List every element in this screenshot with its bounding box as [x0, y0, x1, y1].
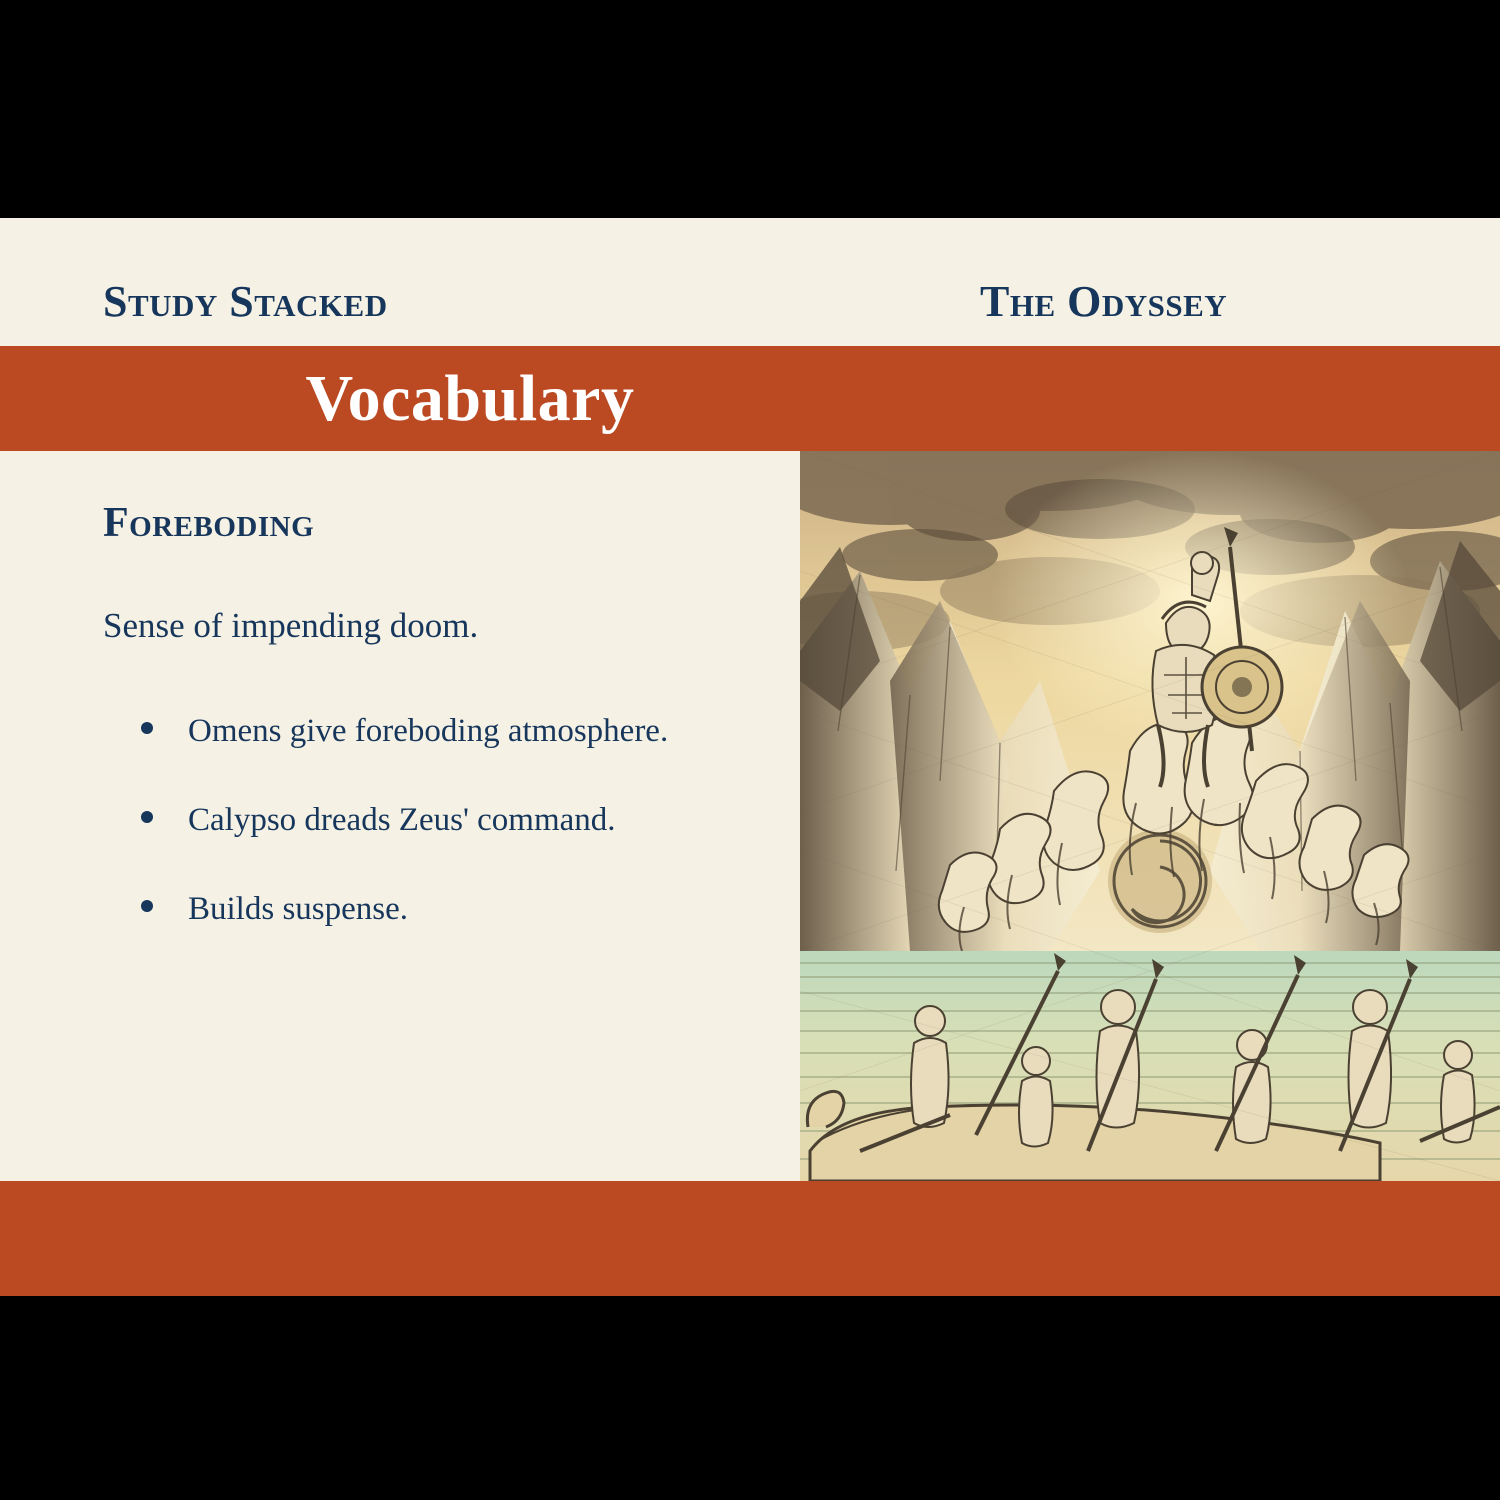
slide-header — [0, 218, 1500, 343]
slide — [0, 218, 1500, 1296]
work-title-label: The Odyssey — [980, 277, 1228, 326]
list-item — [103, 884, 743, 935]
list-item — [103, 795, 743, 846]
vocabulary-definition: Sense of impending doom. — [103, 606, 479, 645]
list-item — [103, 706, 743, 757]
title-band — [0, 346, 1500, 451]
bullet-dot-icon — [141, 811, 153, 823]
footer-band — [0, 1181, 1500, 1296]
slide-title: Vocabulary — [305, 362, 635, 435]
list-item-label: Builds suspense. — [188, 891, 409, 928]
brand-label: Study Stacked — [103, 277, 388, 326]
illustration-image — [800, 451, 1500, 1181]
vocabulary-term: Foreboding — [103, 500, 315, 546]
list-item-label: Calypso dreads Zeus' command. — [188, 802, 616, 839]
bullet-dot-icon — [141, 900, 153, 912]
list-item-label: Omens give foreboding atmosphere. — [188, 713, 669, 749]
bullet-list — [103, 706, 743, 973]
bullet-dot-icon — [141, 722, 153, 734]
